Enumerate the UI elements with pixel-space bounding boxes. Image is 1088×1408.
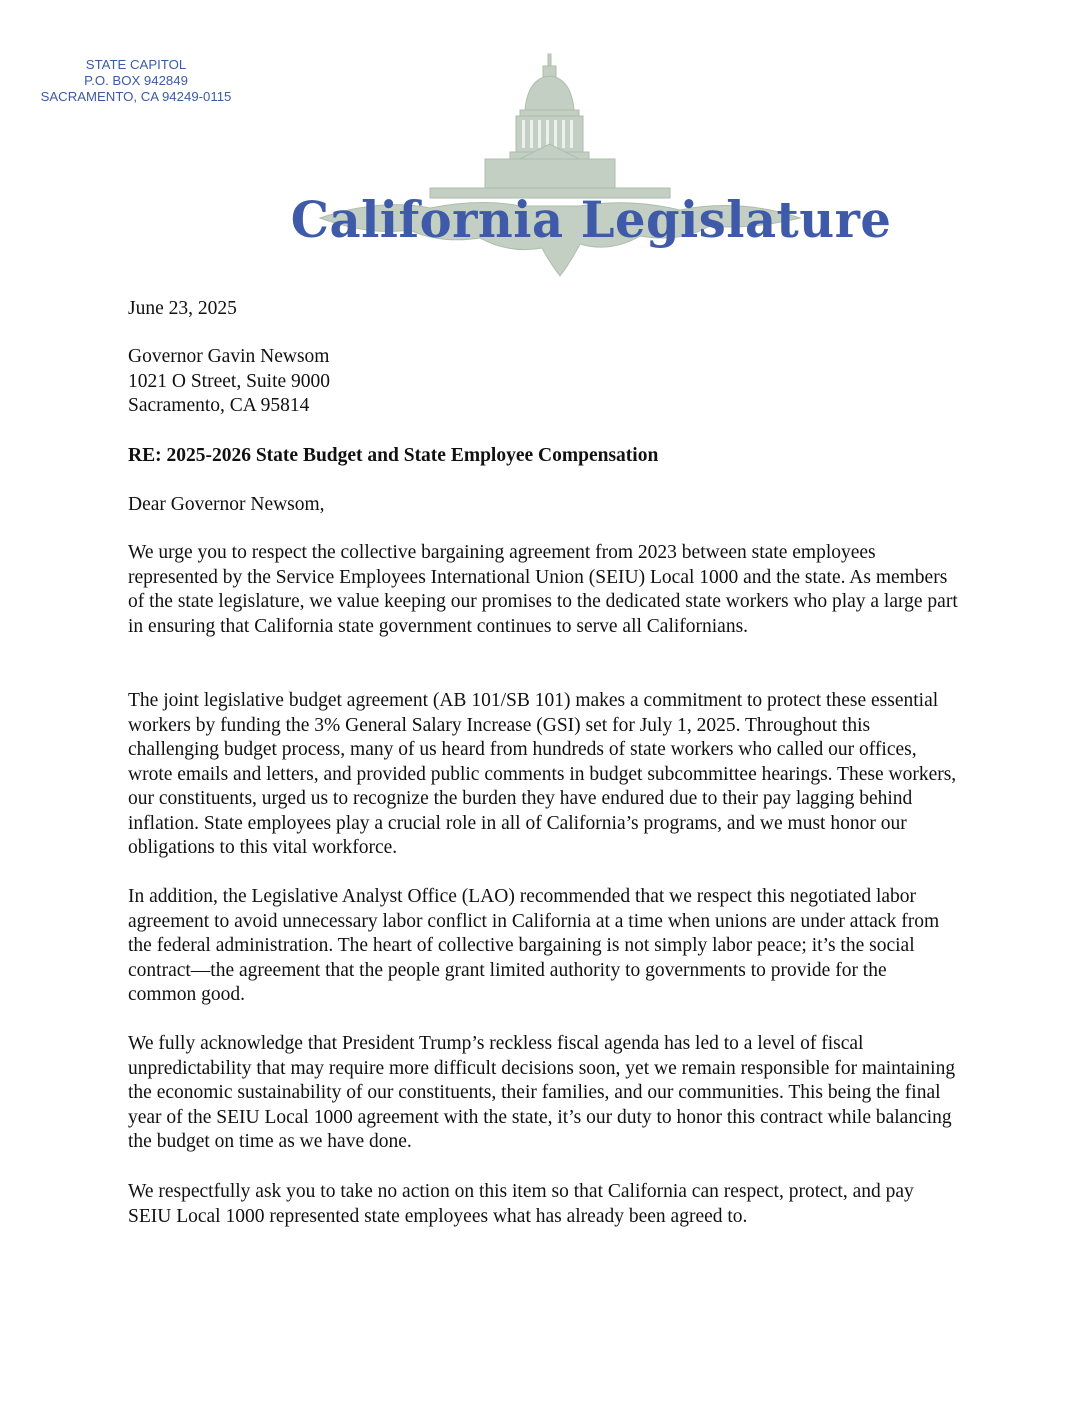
letter-date: June 23, 2025 — [128, 298, 237, 319]
recipient-name: Governor Gavin Newsom — [128, 346, 330, 367]
recipient-city: Sacramento, CA 95814 — [128, 395, 310, 416]
sender-address — [36, 57, 236, 105]
body-paragraph-5: We respectfully ask you to take no action on this item so that California can respect, protect, and pay SEIU Local 1000 represented state employees what has already been agreed to. — [128, 1181, 914, 1227]
letterhead — [280, 48, 892, 280]
recipient-street: 1021 O Street, Suite 9000 — [128, 370, 331, 392]
salutation: Dear Governor Newsom, — [128, 494, 325, 515]
sender-address-line-1: STATE CAPITOL — [85, 57, 187, 72]
sender-address-line-3: SACRAMENTO, CA 94249-0115 — [40, 89, 232, 104]
recipient-address — [128, 345, 958, 419]
body-paragraph-4: We fully acknowledge that President Trump’s reckless fiscal agenda has led to a level of fiscal unpredictability that may require more difficult decisions soon, yet we remain responsible for maintaining the economic sustainability of our constituents, their families, and our communities. This being the final year of the SEIU Local 1000 agreement with the state, it’s our duty to honor this contract while balancing the budget on time as we have done. — [128, 1033, 956, 1152]
letterhead-title: California Legislature — [290, 190, 892, 249]
sender-address-line-2: P.O. BOX 942849 — [84, 73, 188, 88]
subject-line: RE: 2025-2026 State Budget and State Employee Compensation — [128, 445, 659, 466]
body-paragraph-3: In addition, the Legislative Analyst Office (LAO) recommended that we respect this negotiated labor agreement to avoid unnecessary labor conflict in California at a time when unions are under attack from the federal administration. The heart of collective bargaining is not simply labor peace; it’s the social contract—the agreement that the people grant limited authority to governments to provide for the common good. — [128, 886, 940, 1005]
body-paragraph-2: The joint legislative budget agreement (AB 101/SB 101) makes a commitment to protect these essential workers by funding the 3% General Salary Increase (GSI) set for July 1, 2025. Throughout this challenging budget process, many of us heard from hundreds of state workers who called our offices, wrote emails and letters, and provided public comments in budget subcommittee hearings. These workers, our constituents, urged us to recognize the burden they have endured due to their pay lagging behind inflation. State employees play a crucial role in all of California’s programs, and we must honor our obligations to this vital workforce. — [128, 690, 957, 858]
body-paragraph-1: We urge you to respect the collective bargaining agreement from 2023 between state employees represented by the Service Employees International Union (SEIU) Local 1000 and the state. As members of the state legislature, we value keeping our promises to the dedicated state workers who play a large part in ensuring that California state government continues to serve all Californians. — [128, 542, 958, 637]
